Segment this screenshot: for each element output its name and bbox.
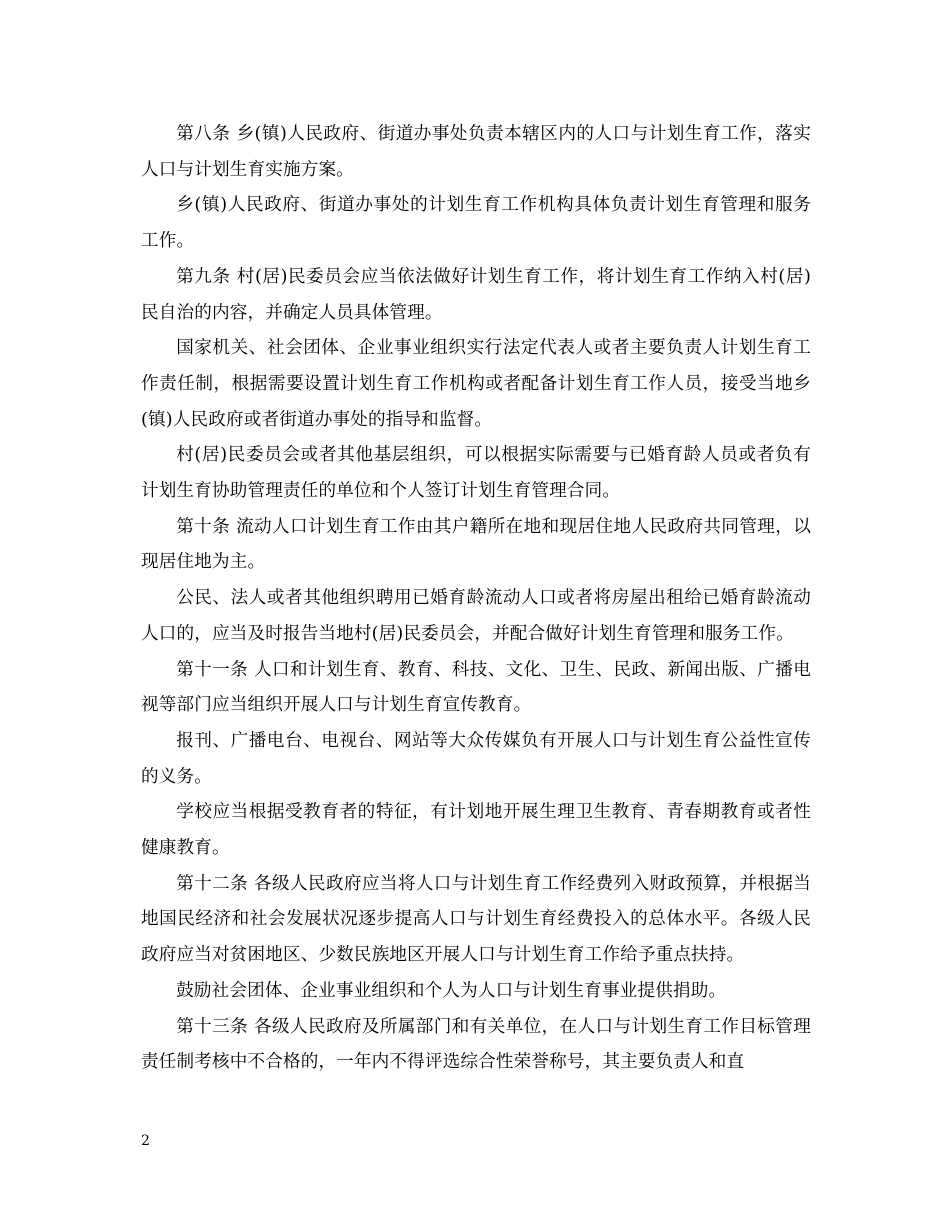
paragraph-article-9: 第九条 村(居)民委员会应当依法做好计划生育工作，将计划生育工作纳入村(居)民自治的内容，并确定人员具体管理。 <box>141 266 811 323</box>
page-number: 2 <box>141 1133 150 1149</box>
paragraph: 乡(镇)人民政府、街道办事处的计划生育工作机构具体负责计划生育管理和服务工作。 <box>141 195 811 252</box>
paragraph-article-10: 第十条 流动人口计划生育工作由其户籍所在地和现居住地人民政府共同管理，以现居住地为主。 <box>141 516 811 573</box>
paragraph: 报刊、广播电台、电视台、网站等大众传媒负有开展人口与计划生育公益性宣传的义务。 <box>141 730 811 787</box>
paragraph: 国家机关、社会团体、企业事业组织实行法定代表人或者主要负责人计划生育工作责任制，根据需要设置计划生育工作机构或者配备计划生育工作人员，接受当地乡(镇)人民政府或者街道办事处的指导和监督。 <box>141 338 811 430</box>
paragraph-article-8: 第八条 乡(镇)人民政府、街道办事处负责本辖区内的人口与计划生育工作，落实人口与计划生育实施方案。 <box>141 124 811 180</box>
paragraph-article-12: 第十二条 各级人民政府应当将人口与计划生育工作经费列入财政预算，并根据当地国民经济和社会发展状况逐步提高人口与计划生育经费投入的总体水平。各级人民政府应当对贫困地区、少数民族地区开展人口与计划生育工作给予重点扶持。 <box>141 873 811 966</box>
document-body <box>141 117 811 1081</box>
paragraph-article-11: 第十一条 人口和计划生育、教育、科技、文化、卫生、民政、新闻出版、广播电视等部门应当组织开展人口与计划生育宣传教育。 <box>141 659 811 716</box>
paragraph-article-13: 第十三条 各级人民政府及所属部门和有关单位，在人口与计划生育工作目标管理责任制考核中不合格的，一年内不得评选综合性荣誉称号，其主要负责人和直 <box>141 1016 811 1073</box>
paragraph: 学校应当根据受教育者的特征，有计划地开展生理卫生教育、青春期教育或者性健康教育。 <box>141 802 811 859</box>
paragraph: 鼓励社会团体、企业事业组织和个人为人口与计划生育事业提供捐助。 <box>176 980 727 1001</box>
paragraph: 村(居)民委员会或者其他基层组织，可以根据实际需要与已婚育龄人员或者负有计划生育协助管理责任的单位和个人签订计划生育管理合同。 <box>141 445 811 502</box>
paragraph: 公民、法人或者其他组织聘用已婚育龄流动人口或者将房屋出租给已婚育龄流动人口的，应当及时报告当地村(居)民委员会，并配合做好计划生育管理和服务工作。 <box>141 588 811 644</box>
